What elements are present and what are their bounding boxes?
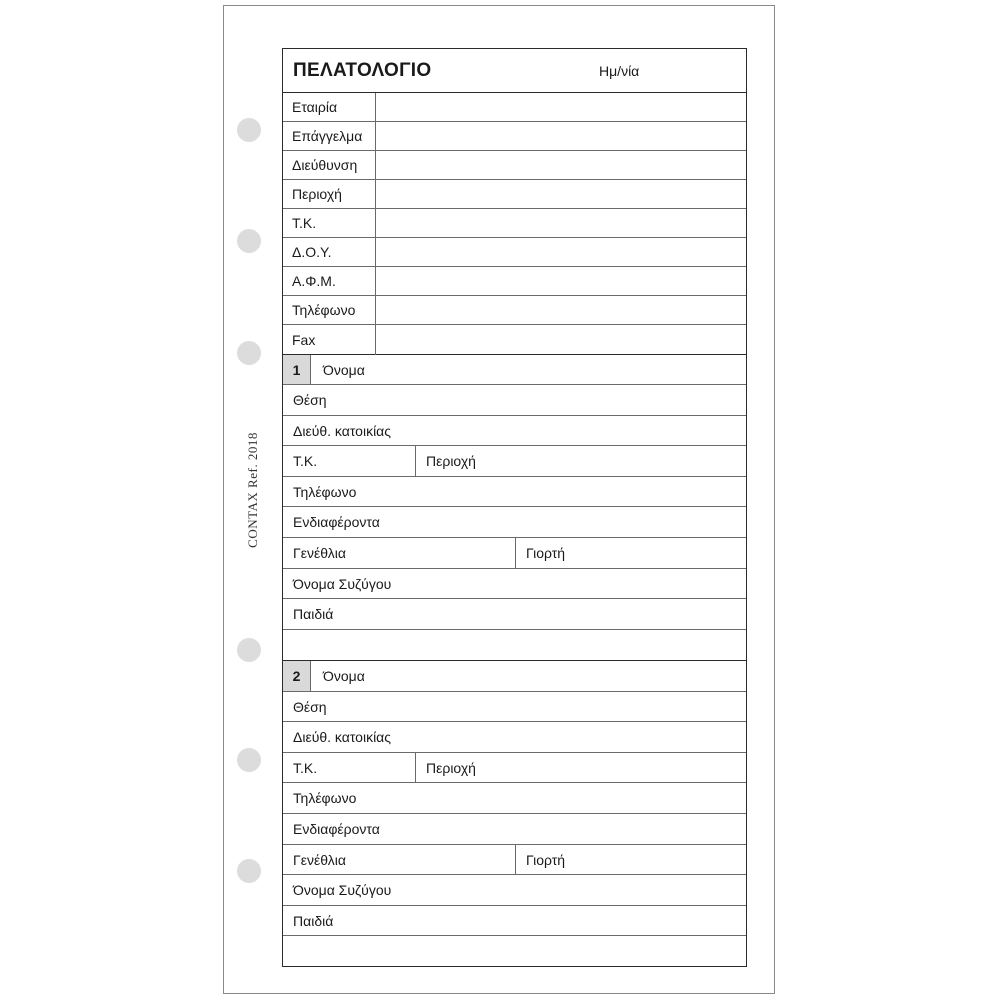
contact-name-label: Όνομα [323,361,365,378]
field-postal-code[interactable] [283,209,746,238]
binder-hole [237,638,261,662]
contact-children-label: Παιδιά [293,912,334,929]
contact-phone-label: Τηλέφωνο [293,483,357,500]
field-label: Δ.Ο.Υ. [292,244,332,260]
contact-position-label: Θέση [293,392,327,408]
contact-home-address-row[interactable] [283,416,746,446]
field-label: Τ.Κ. [292,215,317,231]
contact-home-address-row[interactable] [283,722,746,753]
contact-position-label: Θέση [293,698,327,715]
field-phone[interactable] [283,296,746,325]
field-label: Α.Φ.Μ. [292,273,336,289]
field-divider [375,267,376,296]
contact-area-label: Περιοχή [426,453,476,469]
contact-spouse-label: Όνομα Συζύγου [293,882,392,898]
field-company[interactable] [283,93,746,122]
contact-spouse-label: Όνομα Συζύγου [293,575,392,592]
binder-hole [237,748,261,772]
field-label: Εταιρία [292,99,338,115]
form-title: ΠΕΛΑΤΟΛΟΓΙΟ [293,59,432,81]
field-divider [375,180,376,209]
contact-spouse-row[interactable] [283,569,746,599]
contact-home-address-label: Διεύθ. κατοικίας [293,422,392,439]
contact-number-badge: 1 [283,355,311,384]
contact-phone-row[interactable] [283,477,746,507]
field-address[interactable] [283,151,746,180]
contact-blank-row[interactable] [283,936,746,965]
field-divider [415,446,416,477]
field-tax-office[interactable] [283,238,746,267]
contact-children-row[interactable] [283,906,746,936]
field-area[interactable] [283,180,746,209]
field-label: Τηλέφωνο [292,302,356,318]
field-label: Επάγγελμα [292,128,363,144]
contact-interests-row[interactable] [283,814,746,845]
field-label: Διεύθυνση [292,157,358,173]
field-divider [375,325,376,355]
field-profession[interactable] [283,122,746,151]
contact-children-label: Παιδιά [293,606,334,622]
contact-phone-label: Τηλέφωνο [293,790,357,806]
contact-name-row[interactable] [283,355,746,385]
field-divider [375,296,376,325]
field-divider [515,845,516,875]
binder-hole [237,341,261,365]
field-tax-id[interactable] [283,267,746,296]
contact-area-label: Περιοχή [426,759,476,776]
reference-code: CONTAX Ref. 2018 [245,432,260,548]
contact-spouse-row[interactable] [283,875,746,906]
contact-position-row[interactable] [283,692,746,722]
contact-home-address-label: Διεύθ. κατοικίας [293,729,392,745]
contact-postal-area-row[interactable] [283,753,746,783]
contact-blank-row[interactable] [283,630,746,661]
contact-position-row[interactable] [283,385,746,416]
field-divider [375,93,376,122]
field-divider [375,238,376,267]
field-label: Fax [292,331,316,348]
contact-name-row[interactable] [283,661,746,692]
contact-name-day-label: Γιορτή [526,851,566,868]
contact-birthday-label: Γενέθλια [293,851,346,868]
contact-postal-area-row[interactable] [283,446,746,477]
binder-hole [237,118,261,142]
client-record-form [282,48,747,967]
field-divider [515,538,516,569]
field-divider [375,151,376,180]
field-label: Περιοχή [292,186,342,202]
field-divider [415,753,416,783]
binder-hole [237,229,261,253]
contact-name-day-label: Γιορτή [526,545,566,561]
contact-interests-label: Ενδιαφέροντα [293,514,380,530]
contact-birthday-label: Γενέθλια [293,545,346,561]
contact-number-badge: 2 [283,661,311,691]
contact-phone-row[interactable] [283,783,746,814]
field-fax[interactable] [283,325,746,355]
field-divider [375,209,376,238]
date-label[interactable]: Ημ/νία [599,62,640,79]
contact-postal-code-label: Τ.Κ. [293,453,318,469]
contact-children-row[interactable] [283,599,746,630]
contact-birthday-row[interactable] [283,845,746,875]
contact-birthday-row[interactable] [283,538,746,569]
contact-postal-code-label: Τ.Κ. [293,759,318,776]
binder-hole [237,859,261,883]
form-header [283,49,746,93]
contact-interests-row[interactable] [283,507,746,538]
contact-interests-label: Ενδιαφέροντα [293,821,380,837]
contact-name-label: Όνομα [323,668,365,684]
field-divider [375,122,376,151]
